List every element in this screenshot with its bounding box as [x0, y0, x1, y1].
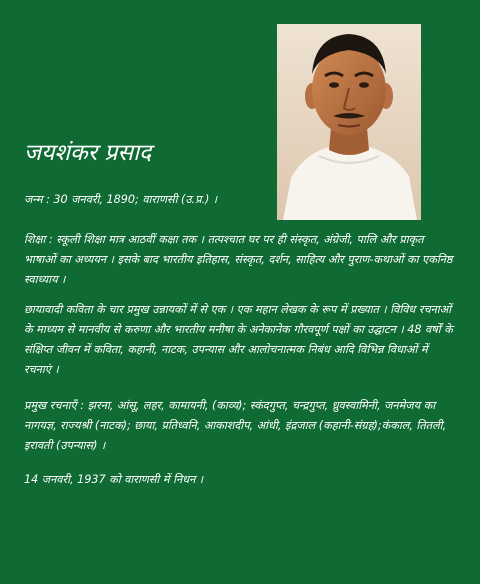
education-info: शिक्षा : स्कूली शिक्षा मात्र आठवीं कक्षा तक । तत्पश्चात घर पर ही संस्कृत, अंग्रेजी, पालि और प्राकृत भाषाओं का अध्ययन । इसके बाद भारतीय इतिहास, संस्कृत, दर्शन, साहित्य और पुराण-कथाओं का एकनिष्ठ स्वाध्याय । [24, 233, 453, 286]
biography-text: छायावादी कविता के चार प्रमुख उन्नायकों में से एक । एक महान लेखक के रूप में प्रख्यात । विविध रचनाओं के माध्यम से मानवीय से करुणा और भारतीय मनीषा के अनेकानेक गौरवपूर्ण पक्षों का उद्घाटन । 48 वर्षों के संक्षिप्त जीवन में कविता, कहानी, नाटक, उपन्यास और आलोचनात्मक निबंध आदि विभिन्न विधाओं में रचनाएं । [24, 303, 453, 376]
major-works: प्रमुख रचनाएँ : झरना, आंसू, लहर, कामायनी, (काव्य); स्कंदगुप्त, चन्द्रगुप्त, ध्रुवस्वामिनी, जनमेजय का नागयज्ञ, राज्यश्री (नाटक); छाया, प्रतिध्वनि, आकाशदीप, आंधी, इंद्रजाल (कहानी-संग्रह);कंकाल, तितली, इरावती (उपन्यास) । [24, 399, 447, 452]
author-name: जयशंकर प्रसाद [24, 140, 152, 166]
birth-info: जन्म : 30 जनवरी, 1890; वाराणसी (उ.प्र.) । [24, 193, 218, 206]
death-info: 14 जनवरी, 1937 को वाराणसी में निधन । [24, 473, 204, 486]
